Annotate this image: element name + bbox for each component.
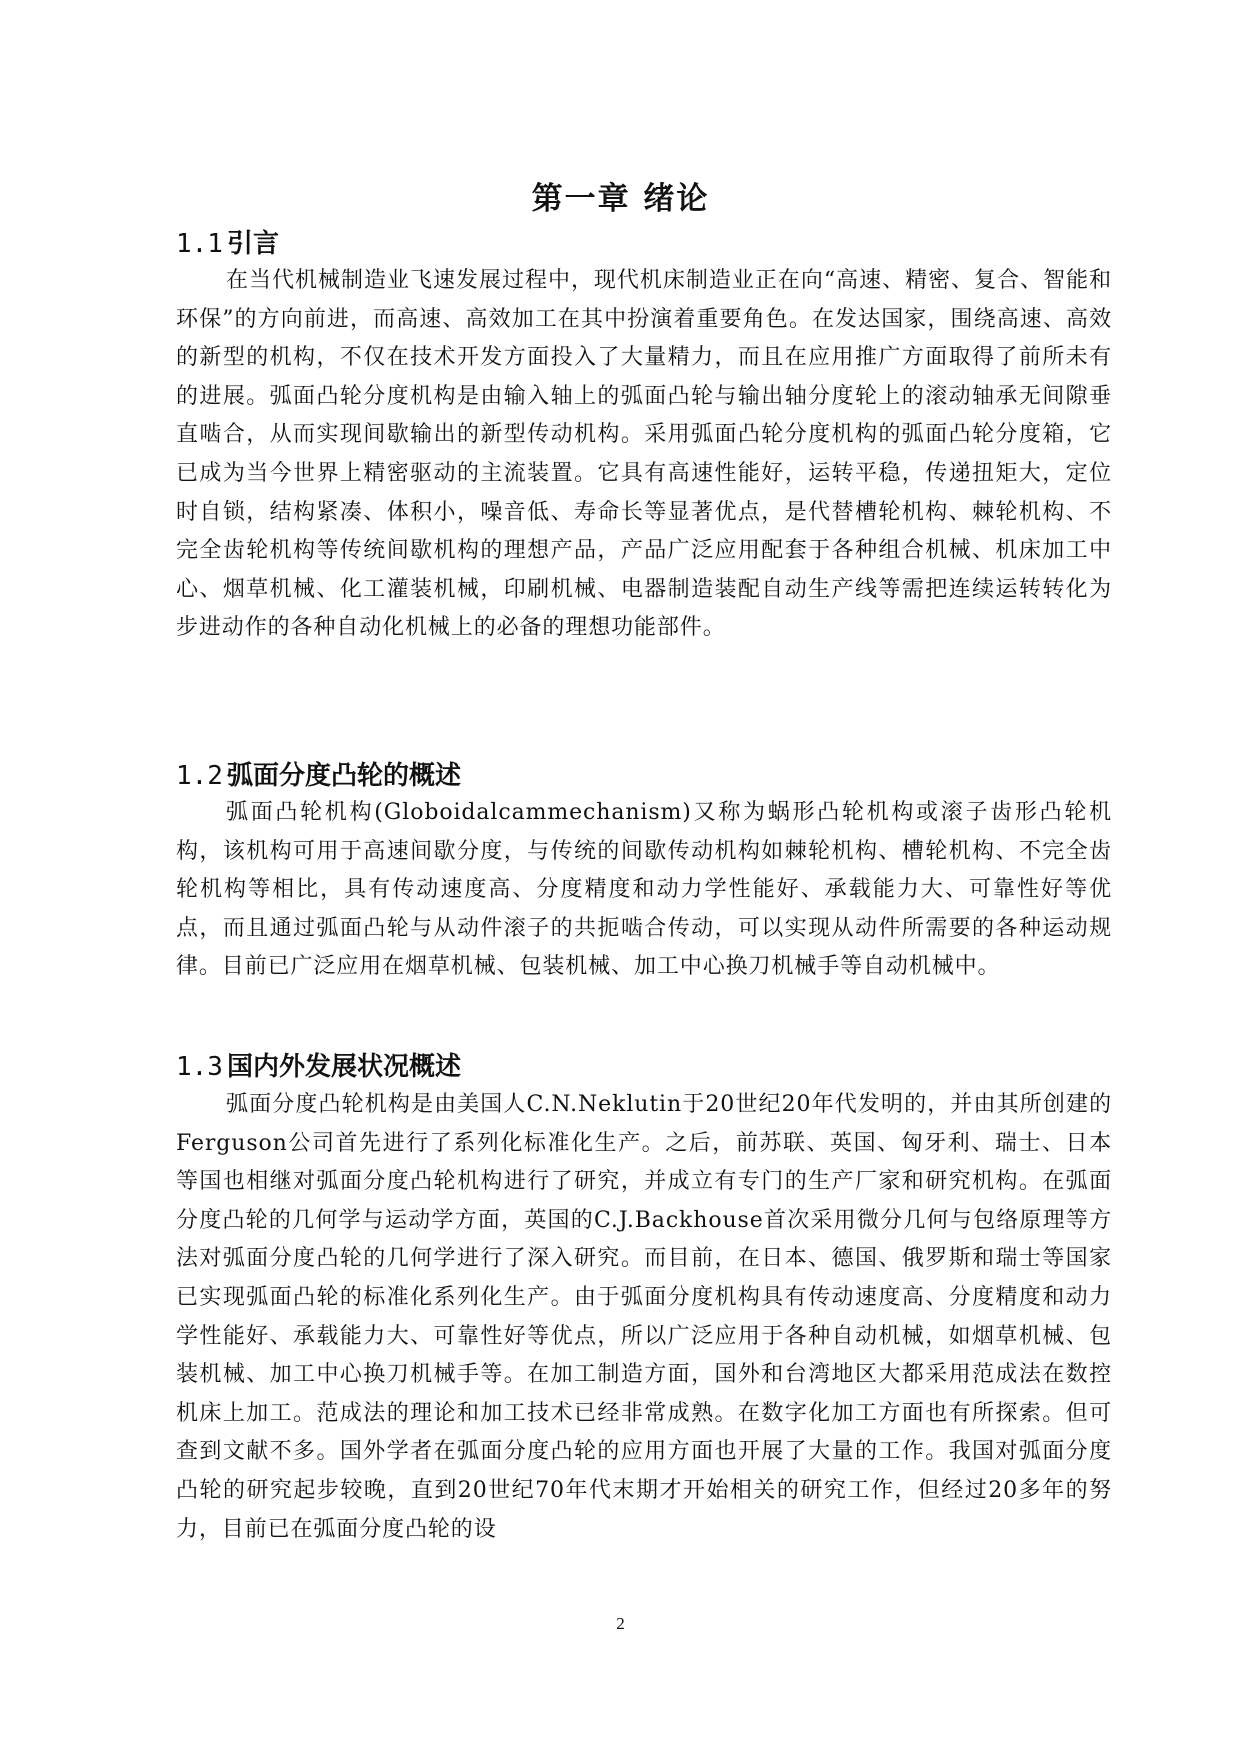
section-heading-1-3 — [176, 1045, 1116, 1089]
section-heading-1-1 — [176, 222, 1116, 266]
section-paragraph-1-3: 弧面分度凸轮机构是由美国人C.N.Neklutin于20世纪20年代发明的，并由其所创建的Ferguson公司首先进行了系列化标准化生产。之后，前苏联、英国、匈牙利、瑞士、日本等国也相继对弧面分度凸轮机构进行了研究，并成立有专门的生产厂家和研究机构。在弧面分度凸轮的几何学与运动学方面，英国的C.J.Backhouse首次采用微分几何与包络原理等方法对弧面分度凸轮的几何学进行了深入研究。而目前，在日本、德国、俄罗斯和瑞士等国家已实现弧面凸轮的标准化系列化生产。由于弧面分度机构具有传动速度高、分度精度和动力学性能好、承载能力大、可靠性好等优点，所以广泛应用于各种自动机械，如烟草机械、包装机械、加工中心换刀机械手等。在加工制造方面，国外和台湾地区大都采用范成法在数控机床上加工。范成法的理论和加工技术已经非常成熟。在数字化加工方面也有所探索。但可查到文献不多。国外学者在弧面分度凸轮的应用方面也开展了大量的工作。我国对弧面分度凸轮的研究起步较晚，直到20世纪70年代末期才开始相关的研究工作，但经过20多年的努力，目前已在弧面分度凸轮的设 — [176, 1092, 1112, 1542]
section-title: 国内外发展状况概述 — [226, 1052, 461, 1082]
section-title: 引言 — [226, 229, 279, 259]
page-number: 2 — [616, 1614, 625, 1633]
section-heading-1-2 — [176, 754, 1116, 798]
section-title: 弧面分度凸轮的概述 — [226, 761, 461, 791]
chapter-title: 第一章 绪论 — [531, 181, 710, 217]
section-paragraph-1-1: 在当代机械制造业飞速发展过程中，现代机床制造业正在向“高速、精密、复合、智能和环保”的方向前进，而高速、高效加工在其中扮演着重要角色。在发达国家，围绕高速、高效的新型的机构，不仅在技术开发方面投入了大量精力，而且在应用推广方面取得了前所未有的进展。弧面凸轮分度机构是由输入轴上的弧面凸轮与输出轴分度轮上的滚动轴承无间隙垂直啮合，从而实现间歇输出的新型传动机构。采用弧面凸轮分度机构的弧面凸轮分度箱，它已成为当今世界上精密驱动的主流装置。它具有高速性能好，运转平稳，传递扭矩大，定位时自锁，结构紧凑、体积小，噪音低、寿命长等显著优点，是代替槽轮机构、棘轮机构、不完全齿轮机构等传统间歇机构的理想产品，产品广泛应用配套于各种组合机械、机床加工中心、烟草机械、化工灌装机械，印刷机械、电器制造装配自动生产线等需把连续运转转化为步进动作的各种自动化机械上的必备的理想功能部件。 — [176, 268, 1112, 641]
section-number: 1.1 — [176, 229, 223, 259]
section-paragraph-1-2: 弧面凸轮机构(Globoidalcammechanism)又称为蜗形凸轮机构或滚子齿形凸轮机构，该机构可用于高速间歇分度，与传统的间歇传动机构如棘轮机构、槽轮机构、不完全齿轮机构等相比，具有传动速度高、分度精度和动力学性能好、承载能力大、可靠性好等优点，而且通过弧面凸轮与从动件滚子的共扼啮合传动，可以实现从动件所需要的各种运动规律。目前已广泛应用在烟草机械、包装机械、加工中心换刀机械手等自动机械中。 — [176, 800, 1112, 980]
section-number: 1.3 — [176, 1052, 223, 1082]
section-number: 1.2 — [176, 761, 223, 791]
